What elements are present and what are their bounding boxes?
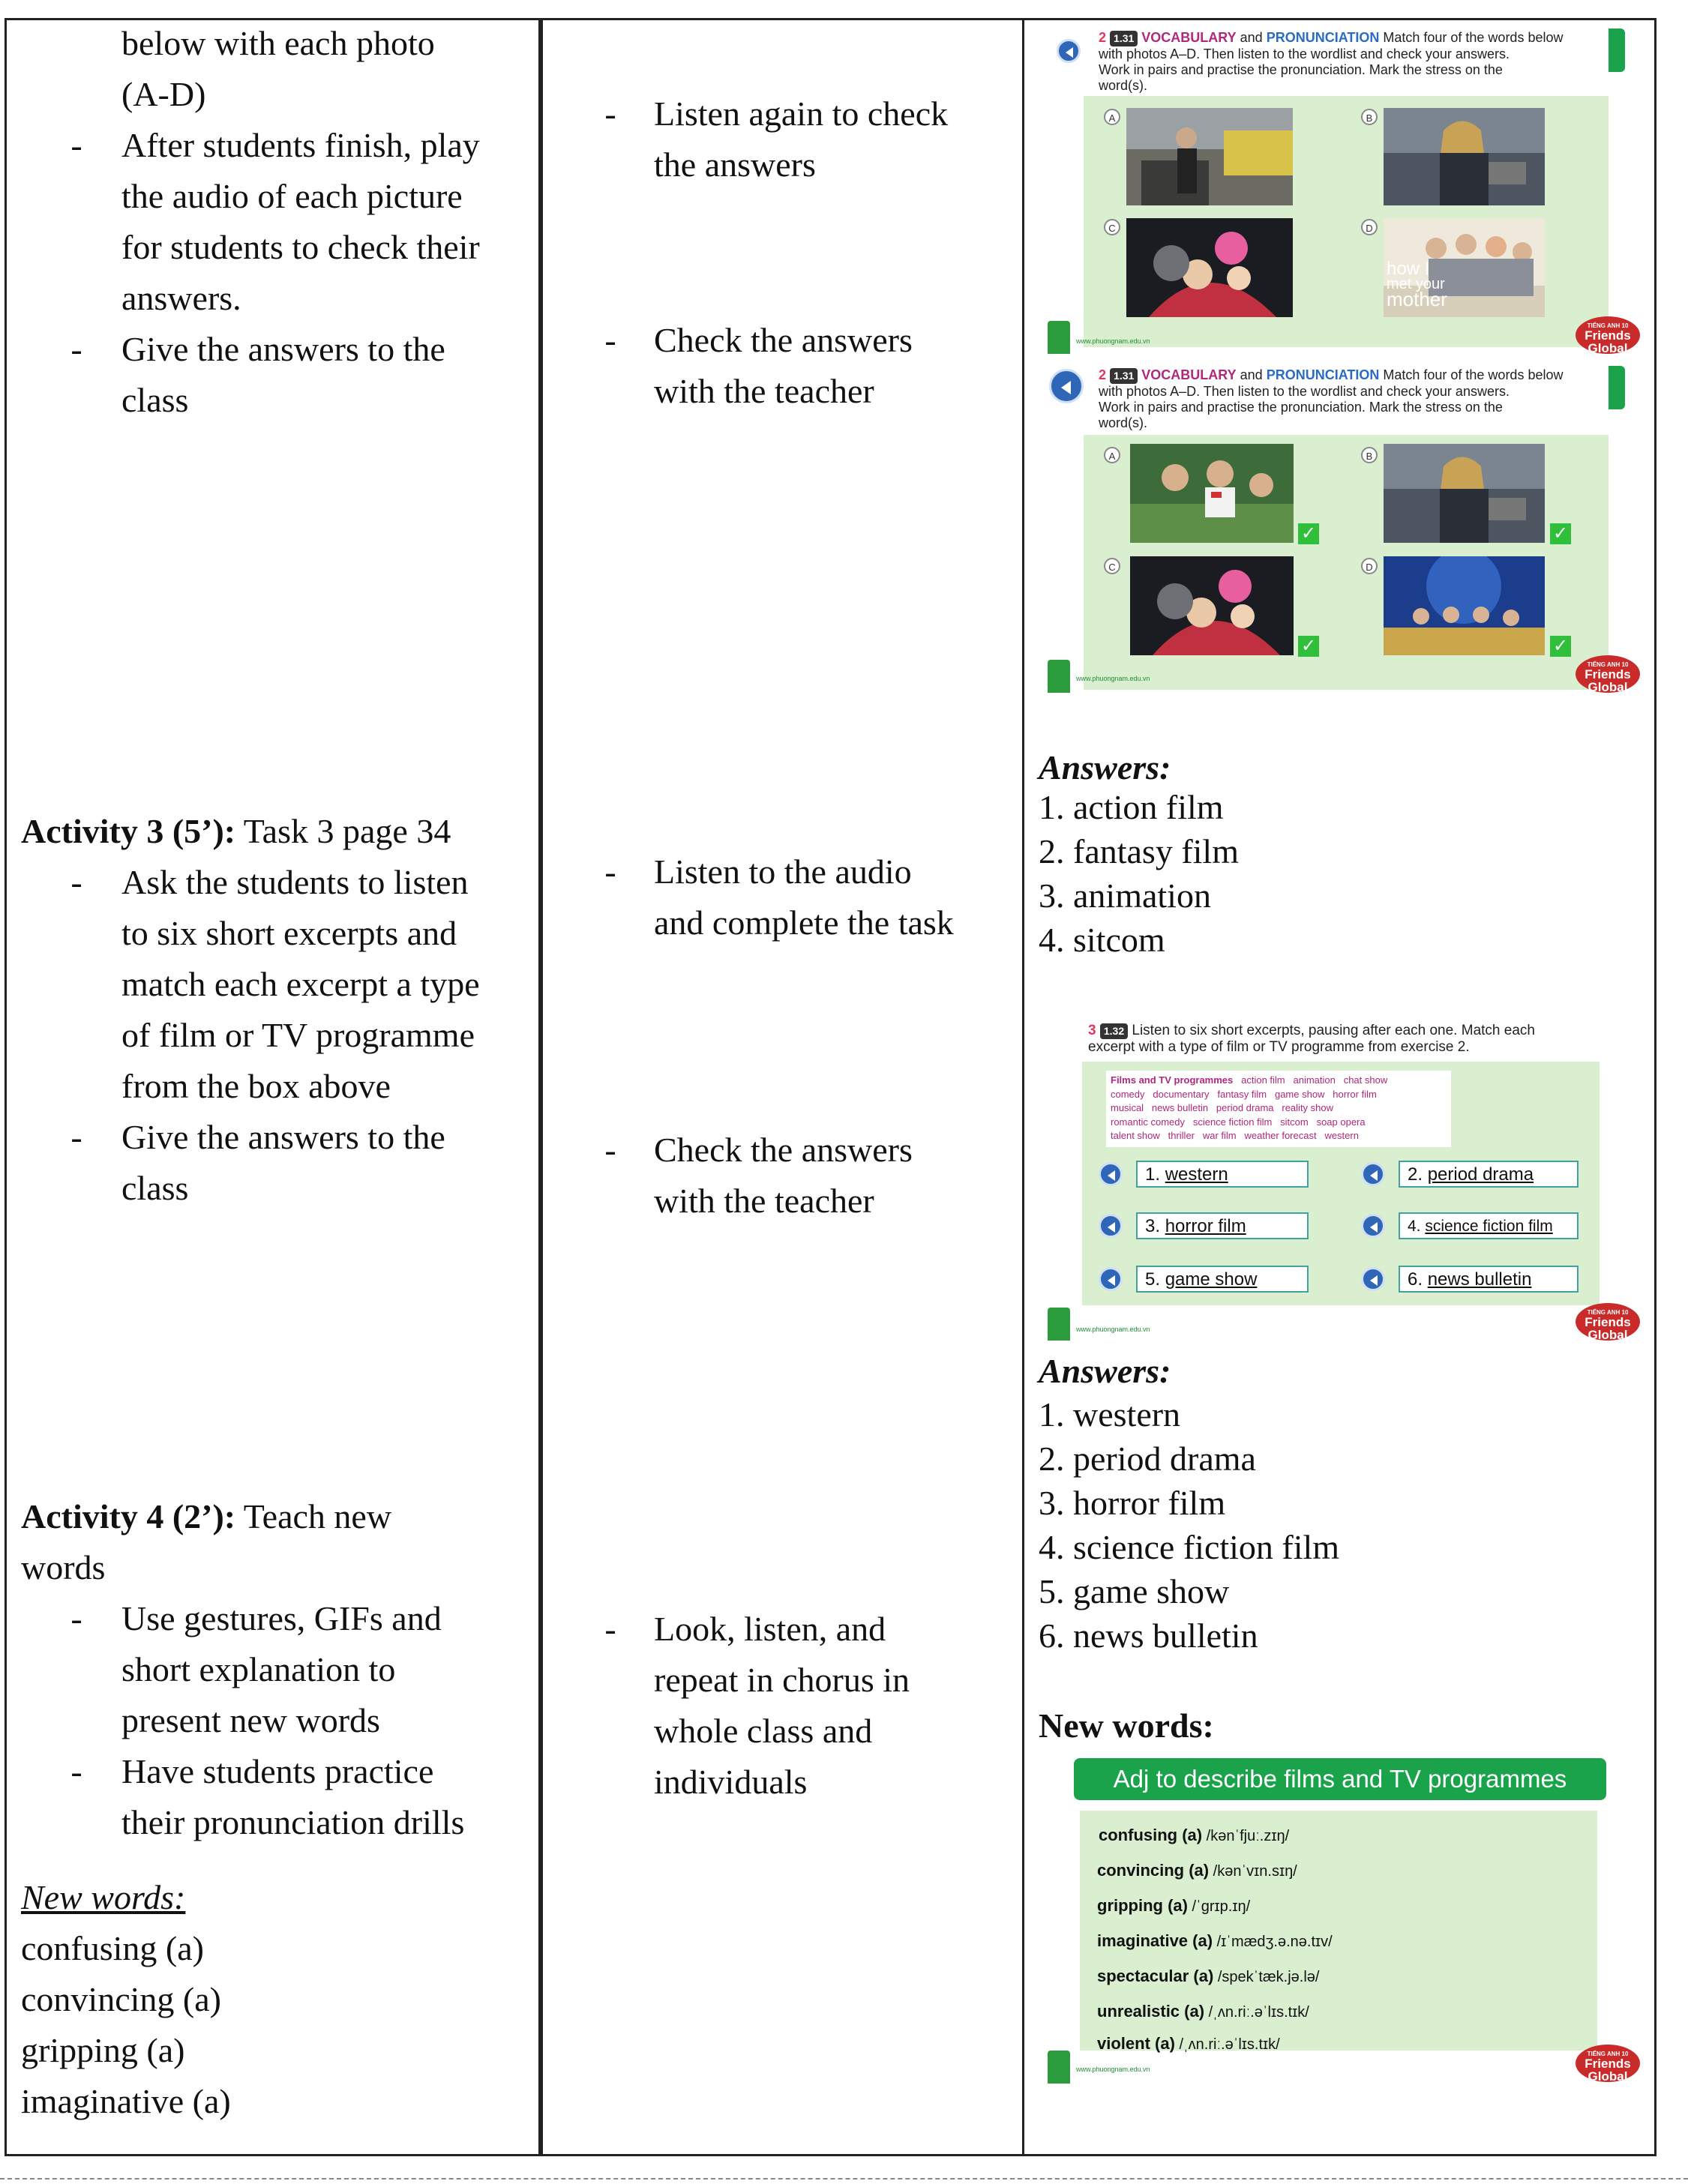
- new-words-heading: New words:: [1039, 1706, 1214, 1745]
- friends-global-badge: TIẾNG ANH 10 Friends Global: [1576, 655, 1640, 693]
- word-box: Films and TV programmes action film animation chat show comedy documentary fantasy film game show horror film musical news bulletin period drama reality show romantic comedy science fiction film sitcom soap opera talent show thriller war film weather forecast western: [1106, 1071, 1451, 1147]
- slide-exercise2-question: [1046, 22, 1642, 358]
- activity4-heading: Activity 4 (2’): Teach new: [21, 1497, 392, 1535]
- website-text: www.phuongnam.edu.vn: [1076, 2066, 1150, 2073]
- answer-line: 3. horror film: [1039, 1484, 1226, 1522]
- website-text: www.phuongnam.edu.vn: [1076, 1326, 1150, 1333]
- text-line: to six short excerpts and: [121, 914, 457, 952]
- website-text: www.phuongnam.edu.vn: [1076, 337, 1150, 345]
- audio-icon[interactable]: [1049, 369, 1084, 403]
- text-line: their pronunciation drills: [121, 1803, 465, 1841]
- text-line: Give the answers to the: [121, 330, 445, 368]
- bullet-dash: -: [70, 1118, 82, 1156]
- publisher-logo: [1048, 2051, 1070, 2084]
- check-icon: ✓: [1298, 523, 1319, 544]
- exercise2-instructions: 2 1.31 VOCABULARY and PRONUNCIATION Match four of the words below with photos A–D. Then listen to the wordlist and check your answers. Work in pairs and practise the pronunciation. Mark the stress on the word(s).: [1099, 30, 1564, 93]
- new-word: gripping (a): [21, 2031, 185, 2069]
- text-line: Ask the students to listen: [121, 863, 469, 901]
- text-line: short explanation to: [121, 1650, 396, 1688]
- adj-row: imaginative (a) /ɪˈmædʒ.ə.nə.tɪv/: [1097, 1931, 1333, 1950]
- audio-icon[interactable]: [1099, 1214, 1123, 1238]
- photo-action-film: [1126, 108, 1293, 205]
- activity3-heading: Activity 3 (5’): Task 3 page 34: [21, 812, 451, 850]
- slide-new-words: [1046, 1751, 1642, 2088]
- text-line: class: [121, 1169, 189, 1207]
- answer-line: 3. animation: [1039, 876, 1211, 915]
- new-word: convincing (a): [21, 1980, 221, 2018]
- audio-icon[interactable]: [1361, 1267, 1385, 1291]
- text-line: repeat in chorus in: [654, 1661, 910, 1699]
- friends-global-badge: TIẾNG ANH 10 Friends Global: [1576, 1303, 1640, 1341]
- text-line: for students to check their: [121, 228, 480, 266]
- new-words-heading: New words:: [21, 1878, 186, 1916]
- photo-label-a: A: [1104, 109, 1120, 125]
- bullet-dash: -: [604, 1131, 616, 1169]
- bullet-dash: -: [70, 1752, 82, 1790]
- text-line: Check the answers: [654, 321, 913, 359]
- audio-track-badge: 1.31: [1110, 31, 1138, 46]
- text-line: answers.: [121, 279, 241, 317]
- adj-row: gripping (a) /ˈɡrɪp.ɪŋ/: [1097, 1896, 1251, 1915]
- photo-animation: [1126, 218, 1293, 317]
- text-line: below with each photo: [121, 24, 435, 62]
- slide-tab: [1609, 28, 1625, 72]
- check-icon: ✓: [1298, 636, 1319, 657]
- answer-row-2: 2. period drama: [1361, 1161, 1601, 1189]
- slide-exercise3: [1046, 1018, 1642, 1341]
- friends-global-badge: TIẾNG ANH 10 Friends Global: [1576, 2045, 1640, 2082]
- answer-line: 4. sitcom: [1039, 921, 1165, 959]
- photo-c: [1130, 556, 1294, 655]
- new-word: imaginative (a): [21, 2082, 231, 2120]
- text-line: words: [21, 1548, 106, 1586]
- bullet-dash: -: [70, 330, 82, 368]
- audio-track-badge: 1.31: [1110, 368, 1138, 384]
- bullet-dash: -: [604, 1610, 616, 1648]
- text-line: the audio of each picture: [121, 177, 463, 215]
- photo-fantasy-film: [1384, 108, 1545, 205]
- audio-icon[interactable]: [1361, 1162, 1385, 1186]
- bullet-dash: -: [70, 863, 82, 901]
- bullet-dash: -: [604, 321, 616, 359]
- photo-label-d: D: [1361, 558, 1378, 574]
- answers-heading: Answers:: [1039, 1352, 1171, 1390]
- text-line: Listen to the audio: [654, 852, 912, 891]
- text-line: the answers: [654, 145, 816, 184]
- answer-row-5: 5. game show: [1099, 1266, 1339, 1294]
- answer-line: 2. period drama: [1039, 1440, 1256, 1478]
- exercise2-instructions: 2 1.31 VOCABULARY and PRONUNCIATION Match four of the words below with photos A–D. Then listen to the wordlist and check your answers. Work in pairs and practise the pronunciation. Mark the stress on the word(s).: [1099, 367, 1564, 430]
- adj-row: convincing (a) /kənˈvɪn.sɪŋ/: [1097, 1861, 1297, 1880]
- exercise3-instructions: 3 1.32 Listen to six short excerpts, pausing after each one. Match each excerpt with a type of film or TV programme from exercise 2.: [1088, 1023, 1535, 1055]
- photo-a: [1130, 444, 1294, 543]
- text-line: class: [121, 381, 189, 419]
- text-line: Listen again to check: [654, 94, 949, 133]
- answer-line: 6. news bulletin: [1039, 1616, 1258, 1655]
- text-line: Look, listen, and: [654, 1610, 886, 1648]
- text-line: Use gestures, GIFs and: [121, 1599, 442, 1637]
- publisher-logo: [1048, 1308, 1070, 1341]
- bullet-dash: -: [70, 1599, 82, 1637]
- publisher-logo: [1048, 660, 1070, 693]
- text-line: match each excerpt a type: [121, 965, 480, 1003]
- new-word: confusing (a): [21, 1929, 204, 1967]
- answer-row-1: 1. western: [1099, 1161, 1339, 1189]
- answer-line: 1. western: [1039, 1395, 1181, 1434]
- publisher-logo: [1048, 321, 1070, 354]
- text-line: Check the answers: [654, 1131, 913, 1169]
- photo-label-c: C: [1104, 219, 1120, 235]
- text-line: individuals: [654, 1763, 808, 1801]
- answer-row-4: 4. science fiction film: [1361, 1212, 1601, 1241]
- answers-heading: Answers:: [1039, 748, 1171, 786]
- photo-label-d: D: [1361, 219, 1378, 235]
- audio-icon[interactable]: [1361, 1214, 1385, 1238]
- answer-row-6: 6. news bulletin: [1361, 1266, 1601, 1294]
- text-line: of film or TV programme: [121, 1016, 475, 1054]
- bullet-dash: -: [604, 852, 616, 891]
- check-icon: ✓: [1550, 636, 1571, 657]
- audio-icon[interactable]: [1099, 1162, 1123, 1186]
- bullet-dash: -: [70, 126, 82, 164]
- adj-row: spectacular (a) /spekˈtæk.jə.lə/: [1097, 1967, 1320, 1985]
- audio-icon[interactable]: [1057, 39, 1081, 63]
- adj-row: violent (a) /ˌʌn.riː.əˈlɪs.tɪk/: [1097, 2034, 1280, 2053]
- audio-track-badge: 1.32: [1100, 1023, 1128, 1039]
- text-line: with the teacher: [654, 372, 874, 410]
- website-text: www.phuongnam.edu.vn: [1076, 675, 1150, 682]
- adj-row: confusing (a) /kənˈfjuː.zɪŋ/: [1099, 1826, 1290, 1844]
- answer-line: 2. fantasy film: [1039, 832, 1239, 870]
- adj-header: Adj to describe films and TV programmes: [1074, 1758, 1606, 1800]
- text-line: from the box above: [121, 1067, 391, 1105]
- adj-row: unrealistic (a) /ˌʌn.riː.əˈlɪs.tɪk/: [1097, 2002, 1309, 2021]
- text-line: and complete the task: [654, 903, 954, 942]
- answer-line: 1. action film: [1039, 788, 1224, 826]
- slide-exercise2-answers: [1046, 360, 1642, 701]
- audio-icon[interactable]: [1099, 1267, 1123, 1291]
- answer-line: 4. science fiction film: [1039, 1528, 1340, 1566]
- text-line: After students finish, play: [121, 126, 480, 164]
- photo-b: [1384, 444, 1545, 543]
- photo-label-b: B: [1361, 109, 1378, 125]
- bullet-dash: -: [604, 94, 616, 133]
- photo-d: [1384, 556, 1545, 655]
- text-line: present new words: [121, 1701, 380, 1739]
- answer-line: 5. game show: [1039, 1572, 1230, 1610]
- page-bottom-rule: [0, 2178, 1688, 2180]
- text-line: Give the answers to the: [121, 1118, 445, 1156]
- photo-label-b: B: [1361, 447, 1378, 463]
- show-logo-text: how I met your mother: [1387, 259, 1447, 310]
- text-line: whole class and: [654, 1712, 873, 1750]
- text-line: Have students practice: [121, 1752, 434, 1790]
- answer-row-3: 3. horror film: [1099, 1212, 1339, 1241]
- check-icon: ✓: [1550, 523, 1571, 544]
- friends-global-badge: TIẾNG ANH 10 Friends Global: [1576, 316, 1640, 354]
- text-line: (A-D): [121, 75, 206, 113]
- slide-tab: [1609, 366, 1625, 409]
- text-line: with the teacher: [654, 1182, 874, 1220]
- photo-sitcom: [1384, 218, 1545, 317]
- photo-label-a: A: [1104, 447, 1120, 463]
- photo-label-c: C: [1104, 558, 1120, 574]
